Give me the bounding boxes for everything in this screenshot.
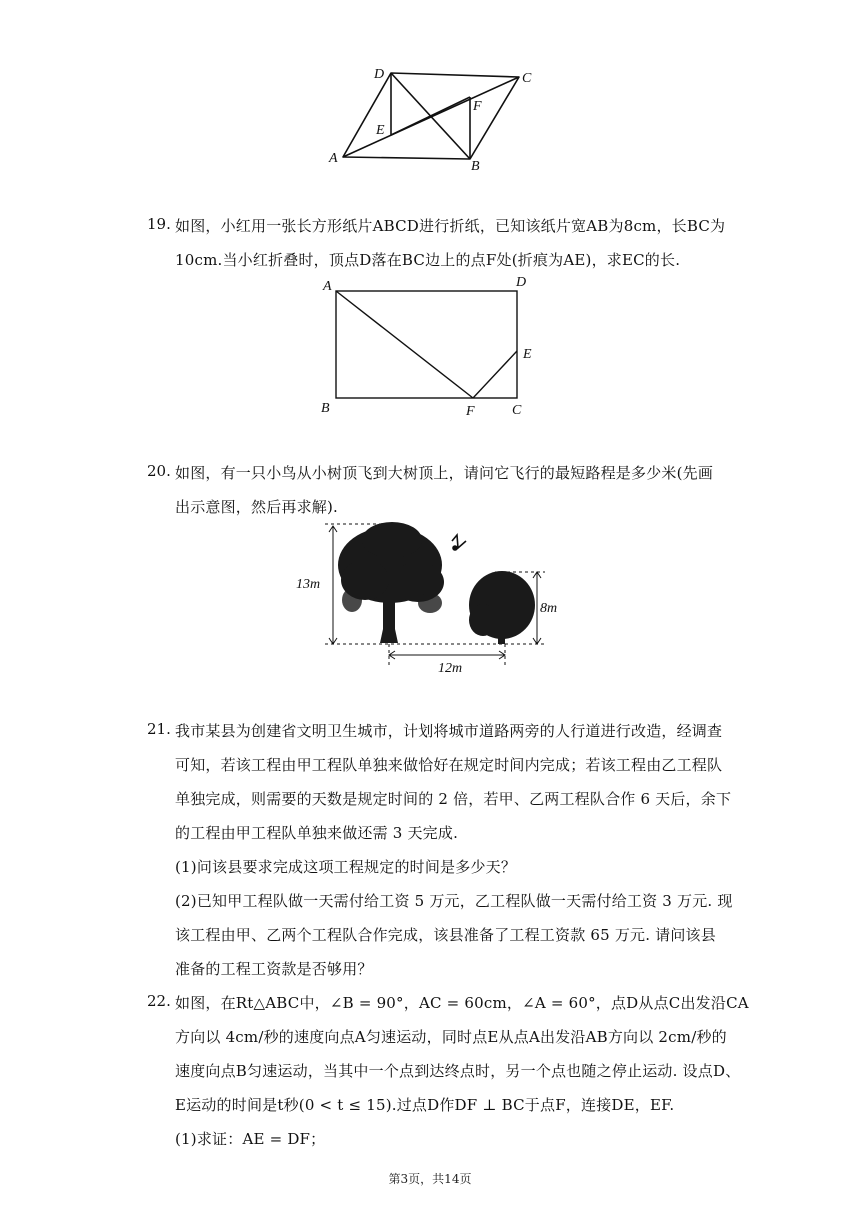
figure-parallelogram xyxy=(0,0,860,190)
q21-line-4: 的工程由甲工程队单独来做还需 3 天完成. xyxy=(175,824,459,842)
q22-line-1: 如图，在Rt△ABC中，∠B = 90°，AC = 60cm，∠A = 60°，点D从点C出发沿CA xyxy=(175,994,749,1012)
label-distance: 12m xyxy=(438,661,463,676)
q21-line-3: 单独完成，则需要的天数是规定时间的 2 倍，若甲、乙两工程队合作 6 天后，余下 xyxy=(175,790,732,808)
label-b: B xyxy=(471,159,480,174)
small-tree-icon xyxy=(469,571,535,644)
q22-line-3: 速度向点B匀速运动，当其中一个点到达终点时，另一个点也随之停止运动. 设点D、 xyxy=(175,1062,741,1080)
question-number-20: 20. xyxy=(147,462,171,480)
segment-af xyxy=(336,291,473,398)
label-small-height: 8m xyxy=(540,601,558,616)
segment-ef xyxy=(391,97,470,135)
q19-label-a: A xyxy=(323,279,332,294)
label-d: D xyxy=(374,67,385,82)
q19-label-f: F xyxy=(466,404,475,419)
diagonal-ac xyxy=(343,77,519,157)
q19-label-d: D xyxy=(516,275,527,290)
question-number-19: 19. xyxy=(147,215,171,233)
q21-part-2-line-2: 该工程由甲、乙两个工程队合作完成，该县准备了工程工资款 65 万元. 请问该县 xyxy=(175,926,716,944)
q19-line-1: 如图，小红用一张长方形纸片ABCD进行折纸，已知该纸片宽AB为8cm，长BC为 xyxy=(175,217,726,235)
page-footer: 第3页，共14页 xyxy=(388,1172,472,1186)
q19-label-c: C xyxy=(512,403,522,418)
q21-line-2: 可知，若该工程由甲工程队单独来做恰好在规定时间内完成；若该工程由乙工程队 xyxy=(175,756,723,774)
q20-line-2: 出示意图，然后再求解). xyxy=(175,498,339,516)
q19-label-b: B xyxy=(321,401,330,416)
q19-line-2: 10cm.当小红折叠时，顶点D落在BC边上的点F处(折痕为AE)，求EC的长. xyxy=(175,251,681,269)
q20-line-1: 如图，有一只小鸟从小树顶飞到大树顶上，请问它飞行的最短路程是多少米(先画 xyxy=(175,464,714,482)
q21-part-1: (1)问该县要求完成这项工程规定的时间是多少天？ xyxy=(175,858,517,876)
big-tree-icon xyxy=(338,522,444,643)
question-number-21: 21. xyxy=(147,720,171,738)
label-big-height: 13m xyxy=(296,577,321,592)
q22-line-2: 方向以 4cm/秒的速度向点A匀速运动，同时点E从点A出发沿AB方向以 2cm/秒的 xyxy=(175,1028,727,1046)
q22-line-4: E运动的时间是t秒(0 < t ≤ 15).过点D作DF ⊥ BC于点F，连接DE，EF. xyxy=(175,1096,675,1114)
segment-fe xyxy=(473,351,517,398)
q22-part-1: (1)求证：AE = DF； xyxy=(175,1130,326,1148)
rectangle-abcd xyxy=(336,291,517,398)
q19-label-e: E xyxy=(523,347,532,362)
bird-icon xyxy=(452,535,466,550)
q21-part-2-line-3: 准备的工程工资款是否够用？ xyxy=(175,960,373,978)
label-a: A xyxy=(329,151,338,166)
label-c: C xyxy=(522,71,532,86)
question-number-22: 22. xyxy=(147,992,171,1010)
q21-part-2-line-1: (2)已知甲工程队做一天需付给工资 5 万元，乙工程队做一天需付给工资 3 万元. 现 xyxy=(175,892,733,910)
q21-line-1: 我市某县为创建省文明卫生城市，计划将城市道路两旁的人行道进行改造，经调查 xyxy=(175,722,723,740)
label-f: F xyxy=(473,99,482,114)
label-e: E xyxy=(376,123,385,138)
